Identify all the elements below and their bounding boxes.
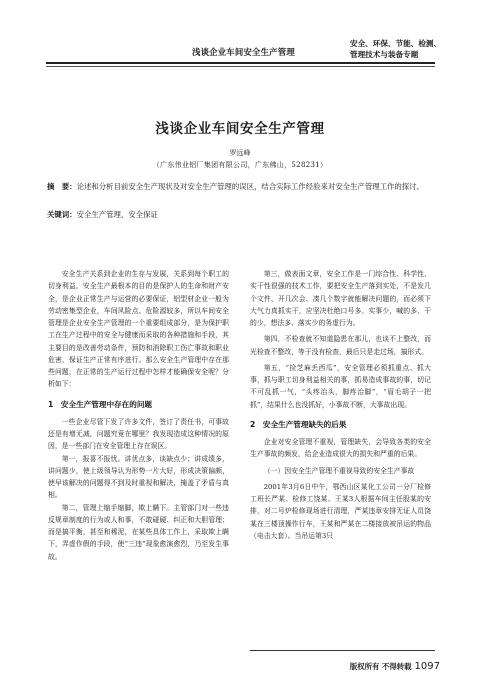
keywords-text: 安全生产管理，安全保证 (76, 210, 158, 219)
running-header-column (350, 38, 470, 60)
header-rule-thick (46, 62, 435, 64)
body-column-left (48, 268, 229, 563)
paragraph: 第一，报喜不报忧。讲优点多，谈缺点少；讲成绩多，讲问题少，使上级领导认为形势一片大好，形成决策偏颇，使早该解决的问题得不到及时重视和解决，掩盖了矛盾与真相。 (48, 454, 229, 500)
paragraph: 安全生产关系到企业的生存与发展，关系到每个职工的切身利益。安全生产最根本的目的是保护人的生命和财产安全，是企业正常生产与运营的必要保证，铝型材企业一般为劳动密集型企业，车间风险点、危险源较多，所以车间安全管理是企业安全生产管理的一个重要组成部分，是为保护职工在生产过程中的安全与健康而采取的各种措施和手段，其主要目的是改善劳动条件，预防和消除职工伤亡事故和职业危害，保证生产正常有序进行。那么安全生产管理中存在那些问题，在正常的生产运行过程中怎样才能确保安全呢？分析如下： (48, 270, 229, 389)
page-footer (300, 654, 440, 673)
copyright-notice: 版权所有 不得转载 (349, 662, 412, 671)
running-header-column-line1: 安全、环保、节能、检测、 (350, 39, 442, 48)
footer-rule (250, 650, 435, 651)
page-number: 1097 (414, 661, 440, 672)
paragraph: （一）因安全生产管理不重视导致的安全生产事故 (263, 466, 415, 475)
article-affiliation: （广东伟业铝厂集团有限公司，广东佛山，528231） (152, 161, 328, 169)
abstract (47, 181, 437, 194)
body-column-right (250, 268, 431, 546)
abstract-text: 论述和分析目前安全生产现状及对安全生产管理的误区，结合实际工作经验来对安全生产管理工作的探讨。 (76, 182, 424, 191)
keywords (47, 209, 437, 221)
header-rule-thin (46, 66, 435, 67)
keywords-label: 关键词： (47, 210, 77, 219)
paragraph: 第五，“捡芝麻丢西瓜”，安全管理必须抓重点、抓大事，抓与职工切身利益相关的事，抓易造成事故的事，切记不可乱抓一气，“头疼治头，脚疼治脚”，“眉毛胡子一把抓”，结果什么也没抓好，小事故不断，大事故出现。 (250, 363, 431, 409)
paragraph: 第三，做表面文章，安全工作是一门综合性、科学性、实干性很强的技术工作，要把安全生产落到实处，不是发几个文件、开几次会、凑几个数字就能解决问题的，而必须下大气力真抓实干，应坚决杜绝口号多、实事少，喊的多、干的少，想法多、落实少的务虚行为。 (250, 270, 431, 327)
paragraph: 第二，管理上缩手缩脚，欺上瞒下。主管部门对一些违反规章制度的行为或人和事，不敢碰硬、纠正和大胆管理；而是搞平衡，甚至和稀泥，在某些具体工作上，采取欺上瞒下，弄虚作假的手段，使“三违”现象愈演愈烈，乃至发生事故。 (48, 503, 229, 561)
paragraph: 企业对安全管理不重视，管理缺失，会导致各类的安全生产事故的频发，给企业造成很大的损失和严重的后果。 (250, 438, 431, 459)
article-author: 罗远峰 (229, 149, 251, 157)
section-heading-2: 2 安全生产管理缺失的后果 (250, 419, 347, 429)
running-header-column-line2: 管理技术与装备专题 (350, 50, 419, 59)
article-title: 浅谈企业车间安全生产管理 (155, 121, 325, 137)
paragraph: 一些企业尽管下发了许多文件，签订了责任书，可事故还是有增无减，问题究竟在哪里？我发现造成这种情况的原因，是一些部门在安全管理上存在误区。 (48, 417, 229, 451)
running-header-title: 浅谈企业车间安全生产管理 (192, 47, 295, 57)
paragraph: 第四，不检查就不知道隐患在那儿，也谈不上整改，而光检查不整改，等于没有检查，最后只是走过场，搞形式。 (250, 335, 431, 356)
abstract-label: 摘 要： (47, 182, 77, 191)
paragraph: 2001年3月6日中午，鄂西山区某化工公司一分厂检修工班长严某、检修工饶某、王某3人根据车间主任股某的安排，对二号炉检修现场进行清理，严某违章安排无证人员饶某在三楼顶操作行车，王某和严某在二楼接放被吊运的物品（电击大套）。当吊运第3只 (250, 482, 431, 540)
section-heading-1: 1 安全生产管理中存在的问题 (48, 399, 153, 409)
